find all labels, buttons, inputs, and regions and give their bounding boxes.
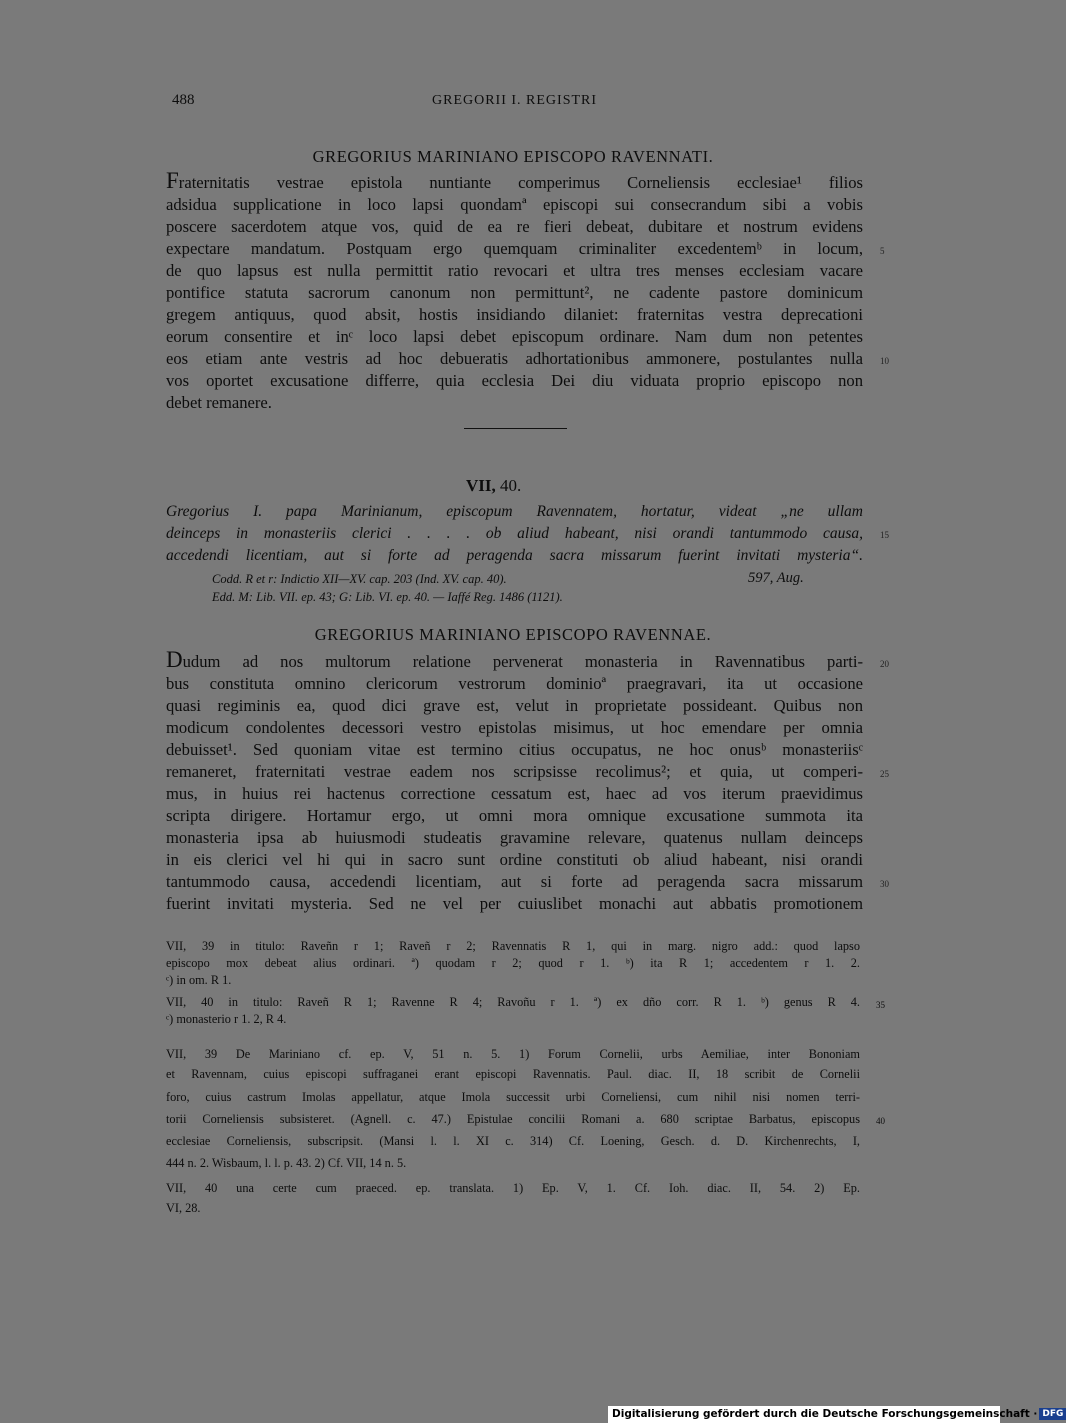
letter2-line: quasi regiminis ea, quod dici grave est, velut in proprietate possideant. Quibus non	[166, 696, 863, 715]
letter1-line: vos oportet excusatione differre, quia ecclesia Dei diu viduata proprio episcopo non	[166, 371, 863, 390]
letter2-line: mus, in huius rei hactenus correctione cessatum est, haec ad vos iterum praevidimus	[166, 784, 863, 803]
footnote-line-number: 40	[876, 1116, 885, 1126]
summary-line: deinceps in monasteriis clerici . . . . ob aliud habeant, nisi orandi tantummodo causa,	[166, 525, 863, 542]
letter1-line: gregem antiquus, quod absit, hostis insidiando dilaniet: fraternitas vestra deprecationi	[166, 305, 863, 324]
letter1-line: eos etiam ante vestris ad hoc debueratis adhortationibus ammonere, postulantes nulla	[166, 349, 863, 368]
running-title: GREGORII I. REGISTRI	[432, 93, 598, 108]
drop-initial: D	[166, 647, 183, 672]
footnote-line: ᶜ) in om. R 1.	[166, 973, 232, 987]
letter1-line: adsidua supplicatione in loco lapsi quondamª episcopi sui consecrandum sibi a vobis	[166, 195, 863, 214]
margin-line-number: 25	[880, 769, 889, 779]
footnote-line: torii Corneliensis subsisteret. (Agnell. c. 47.) Epistulae concilii Romani a. 680 scriptae Barbatus, episcopus	[166, 1112, 860, 1126]
letter2-line: monasteria ipsa ab huiusmodi studeatis gravamine relevare, quatenus nullam deinceps	[166, 828, 863, 847]
letter2-line: modicum condolentes decessori vestro epistolas misimus, ut hoc emendare per omnia	[166, 718, 863, 737]
margin-line-number: 20	[880, 659, 889, 669]
footnote-line: et Ravennam, cuius episcopi suffraganei erant episcopi Ravennatis. Paul. diac. II, 18 scribit de Cornelii	[166, 1067, 860, 1081]
footnote-line: ecclesiae Corneliensis, subscripsit. (Mansi l. l. XI c. 314) Cf. Loening, Gesch. d. D. Kirchenrechts, I,	[166, 1134, 860, 1148]
footnote-line: 444 n. 2. Wisbaum, l. l. p. 43. 2) Cf. VII, 14 n. 5.	[166, 1156, 407, 1170]
letter1-line: debet remanere.	[166, 393, 272, 412]
letter1-line: poscere sacerdotem atque vos, quid de ea re fieri debeat, dubitare et nostrum evidens	[166, 217, 863, 236]
footnote-line: episcopo mox debeat alius ordinari. ª) quodam r 2; quod r 1. ᵇ) ita R 1; accedentem r 1. 2.	[166, 956, 860, 970]
footnote-line: VII, 40 una certe cum praeced. ep. translata. 1) Ep. V, 1. Cf. Ioh. diac. II, 54. 2) Ep.	[166, 1181, 860, 1195]
letter2-line: remaneret, fraternitati vestrae eadem nos scripsisse recolimus²; et quia, ut comperi-	[166, 762, 863, 781]
footnote-line: VII, 39 De Mariniano cf. ep. V, 51 n. 5. 1) Forum Cornelii, urbs Aemiliae, inter Bononiam	[166, 1047, 860, 1061]
footnote-line: VI, 28.	[166, 1201, 201, 1215]
letter1-line: expectare mandatum. Postquam ergo quemquam criminaliter excedentemᵇ in locum,	[166, 239, 863, 258]
page-number: 488	[172, 92, 195, 108]
footnote-line: VII, 40 in titulo: Raveñ R 1; Ravenne R 4; Ravoñu r 1. ª) ex dño corr. R 1. ᵇ) genus R 4.	[166, 995, 860, 1009]
letter1-title: GREGORIUS MARINIANO EPISCOPO RAVENNATI.	[312, 147, 714, 166]
editions-note: Edd. M: Lib. VII. ep. 43; G: Lib. VI. ep. 40. — Iaffé Reg. 1486 (1121).	[212, 590, 563, 604]
letter2-title: GREGORIUS MARINIANO EPISCOPO RAVENNAE.	[314, 625, 712, 644]
document-date: 597, Aug.	[748, 570, 804, 586]
margin-line-number: 5	[880, 246, 885, 256]
letter2-line: tantummodo causa, accedendi licentiam, aut si forte ad peragenda sacra missarum	[166, 872, 863, 891]
letter2-line: bus constituta omnino clericorum vestrorum dominioª praegravari, ita ut occasione	[166, 674, 863, 693]
margin-line-number: 30	[880, 879, 889, 889]
letter2-line: fuerint invitati mysteria. Sed ne vel per cuiuslibet monachi aut abbatis promotionem	[166, 894, 863, 913]
digitization-credit: Digitalisierung gefördert durch die Deutsche Forschungsgemeinschaft · DFG	[608, 1406, 1000, 1423]
summary-line: Gregorius I. papa Marinianum, episcopum Ravennatem, hortatur, videat „ne ullam	[166, 503, 863, 520]
dfg-logo: DFG	[1039, 1408, 1066, 1420]
drop-initial: F	[166, 168, 179, 193]
summary-line: accedendi licentiam, aut si forte ad peragenda sacra missarum fuerint invitati mysteria“.	[166, 547, 863, 564]
letter1-line: de quo lapsus est nulla permittit ratio revocari et ultra tres menses ecclesiam vacare	[166, 261, 863, 280]
letter2-line: Dudum ad nos multorum relatione pervenerat monasteria in Ravennatibus parti-	[166, 647, 863, 672]
letter2-line: debuisset¹. Sed quoniam vitae est termino citius occupatus, ne hoc onusᵇ monasteriisᶜ	[166, 740, 863, 759]
margin-line-number: 10	[880, 356, 889, 366]
codices-note: Codd. R et r: Indictio XII—XV. cap. 203 (Ind. XV. cap. 40).	[212, 572, 507, 586]
document-number: VII, 40.	[466, 476, 522, 495]
section-divider	[464, 428, 567, 429]
letter1-line: Fraternitatis vestrae epistola nuntiante comperimus Corneliensis ecclesiae¹ filios	[166, 168, 863, 193]
letter1-line: pontifice statuta sacrorum canonum non permittunt², ne cadente pastore dominicum	[166, 283, 863, 302]
letter2-line: scripta dirigere. Hortamur ergo, ut omni mora omnique excusatione summota ita	[166, 806, 863, 825]
footnote-line-number: 35	[876, 1000, 885, 1010]
letter1-line: eorum consentire et inᶜ loco lapsi debet episcopum ordinare. Nam dum non petentes	[166, 327, 863, 346]
margin-line-number: 15	[880, 530, 889, 540]
footnote-line: ᶜ) monasterio r 1. 2, R 4.	[166, 1012, 287, 1026]
footnote-line: VII, 39 in titulo: Raveñn r 1; Raveñ r 2; Ravennatis R 1, qui in marg. nigro add.: quod lapso	[166, 939, 860, 953]
letter2-line: in eis clerici vel hi qui in sacro sunt ordine constituti ob aliud habeant, nisi orandi	[166, 850, 863, 869]
footnote-line: foro, cuius castrum Imolas appellatur, atque Imola successit urbi Corneliensi, cum nihil nisi nomen terri-	[166, 1090, 860, 1104]
